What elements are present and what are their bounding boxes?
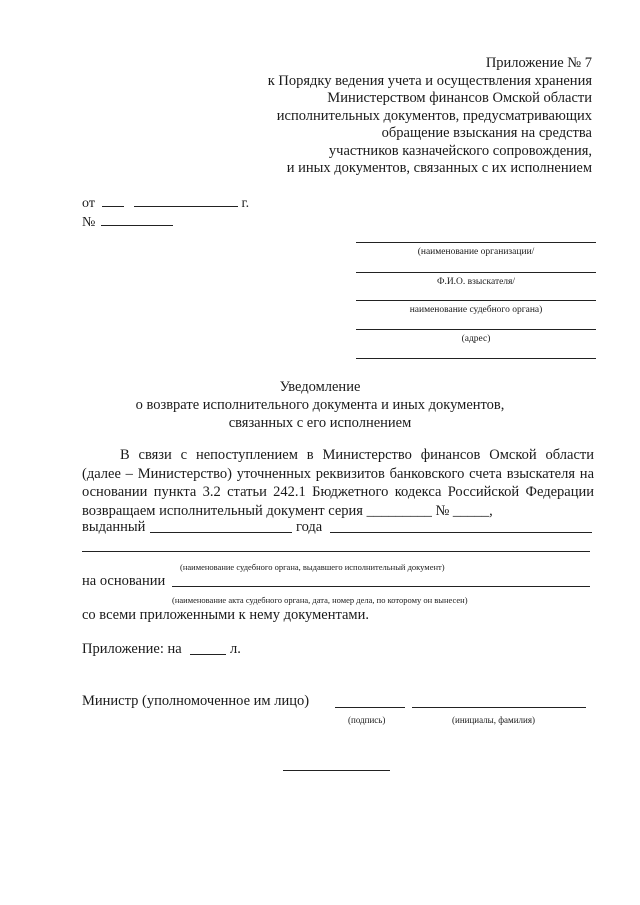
notice-body bbox=[82, 446, 594, 520]
basis-field[interactable] bbox=[172, 586, 590, 587]
notice-heading: Уведомление bbox=[279, 379, 361, 395]
attachment-label: Приложение: на bbox=[82, 641, 182, 657]
addressee-org bbox=[356, 242, 596, 258]
signature-caption: (подпись) bbox=[348, 715, 386, 725]
appendix-line: исполнительных документов, предусматривающих bbox=[276, 107, 592, 124]
appendix-line: к Порядку ведения учета и осуществления хранения bbox=[267, 72, 592, 89]
signatory-role: Министр (уполномоченное им лицо) bbox=[82, 693, 310, 709]
appendix-line: Министерством финансов Омской области bbox=[327, 90, 592, 106]
number-label: № bbox=[82, 215, 96, 230]
name-field[interactable] bbox=[412, 707, 586, 708]
signature-field[interactable] bbox=[335, 707, 405, 708]
name-caption: Ф.И.О. взыскателя/ bbox=[436, 277, 516, 287]
attachment-suffix: л. bbox=[230, 641, 241, 657]
court-line[interactable] bbox=[356, 300, 596, 301]
org-caption: (наименование организации/ bbox=[417, 247, 535, 257]
number-field[interactable] bbox=[101, 213, 173, 226]
month-field[interactable] bbox=[134, 194, 238, 207]
notice-title-block bbox=[0, 378, 640, 432]
date-number-block bbox=[82, 194, 249, 232]
end-divider bbox=[283, 770, 390, 771]
act-caption: (наименование акта судебного органа, дата, номер дела, по которому он вынесен) bbox=[172, 595, 468, 605]
name-line[interactable] bbox=[356, 272, 596, 273]
addressee-name bbox=[356, 272, 596, 288]
body-paragraph: В связи с непоступлением в Министерство финансов Омской области (далее – Министерство) уточненных реквизитов банковского счета взыскателя на основании пункта 3.2 статьи 242.1 Бюджетного кодекса Российской Федерации возвращаем исполнительный документ серия _________ № _____, bbox=[82, 447, 594, 519]
addressee-address bbox=[356, 329, 596, 345]
day-field[interactable] bbox=[102, 194, 124, 207]
closing-text: со всеми приложенными к нему документами. bbox=[82, 607, 369, 623]
attachment-pages-field[interactable] bbox=[190, 654, 226, 655]
address-caption: (адрес) bbox=[461, 334, 491, 344]
addressee-court bbox=[356, 300, 596, 316]
appendix-title: Приложение № 7 bbox=[485, 55, 592, 71]
issued-by-field[interactable] bbox=[330, 532, 592, 533]
appendix-header bbox=[172, 55, 592, 178]
notice-subtitle: о возврате исполнительного документа и иных документов, bbox=[135, 397, 505, 413]
issued-label: выданный bbox=[82, 519, 146, 535]
address-line[interactable] bbox=[356, 329, 596, 330]
court-name-line[interactable] bbox=[82, 551, 590, 552]
year-label: года bbox=[296, 519, 323, 535]
appendix-line: обращение взыскания на средства bbox=[381, 125, 592, 141]
address-line-2[interactable] bbox=[356, 358, 596, 359]
org-line[interactable] bbox=[356, 242, 596, 243]
from-label: от bbox=[82, 196, 95, 211]
appendix-line: и иных документов, связанных с их исполнением bbox=[286, 160, 592, 176]
addressee-extra bbox=[356, 358, 596, 359]
court-caption: наименование судебного органа) bbox=[409, 305, 543, 315]
notice-subtitle: связанных с его исполнением bbox=[228, 415, 412, 431]
basis-label: на основании bbox=[82, 573, 166, 589]
year-suffix: г. bbox=[241, 196, 250, 211]
issued-field[interactable] bbox=[150, 532, 292, 533]
name-caption: (инициалы, фамилия) bbox=[452, 715, 535, 725]
appendix-line: участников казначейского сопровождения, bbox=[328, 142, 592, 159]
court-issuer-caption: (наименование судебного органа, выдавшего исполнительный документ) bbox=[180, 562, 445, 572]
